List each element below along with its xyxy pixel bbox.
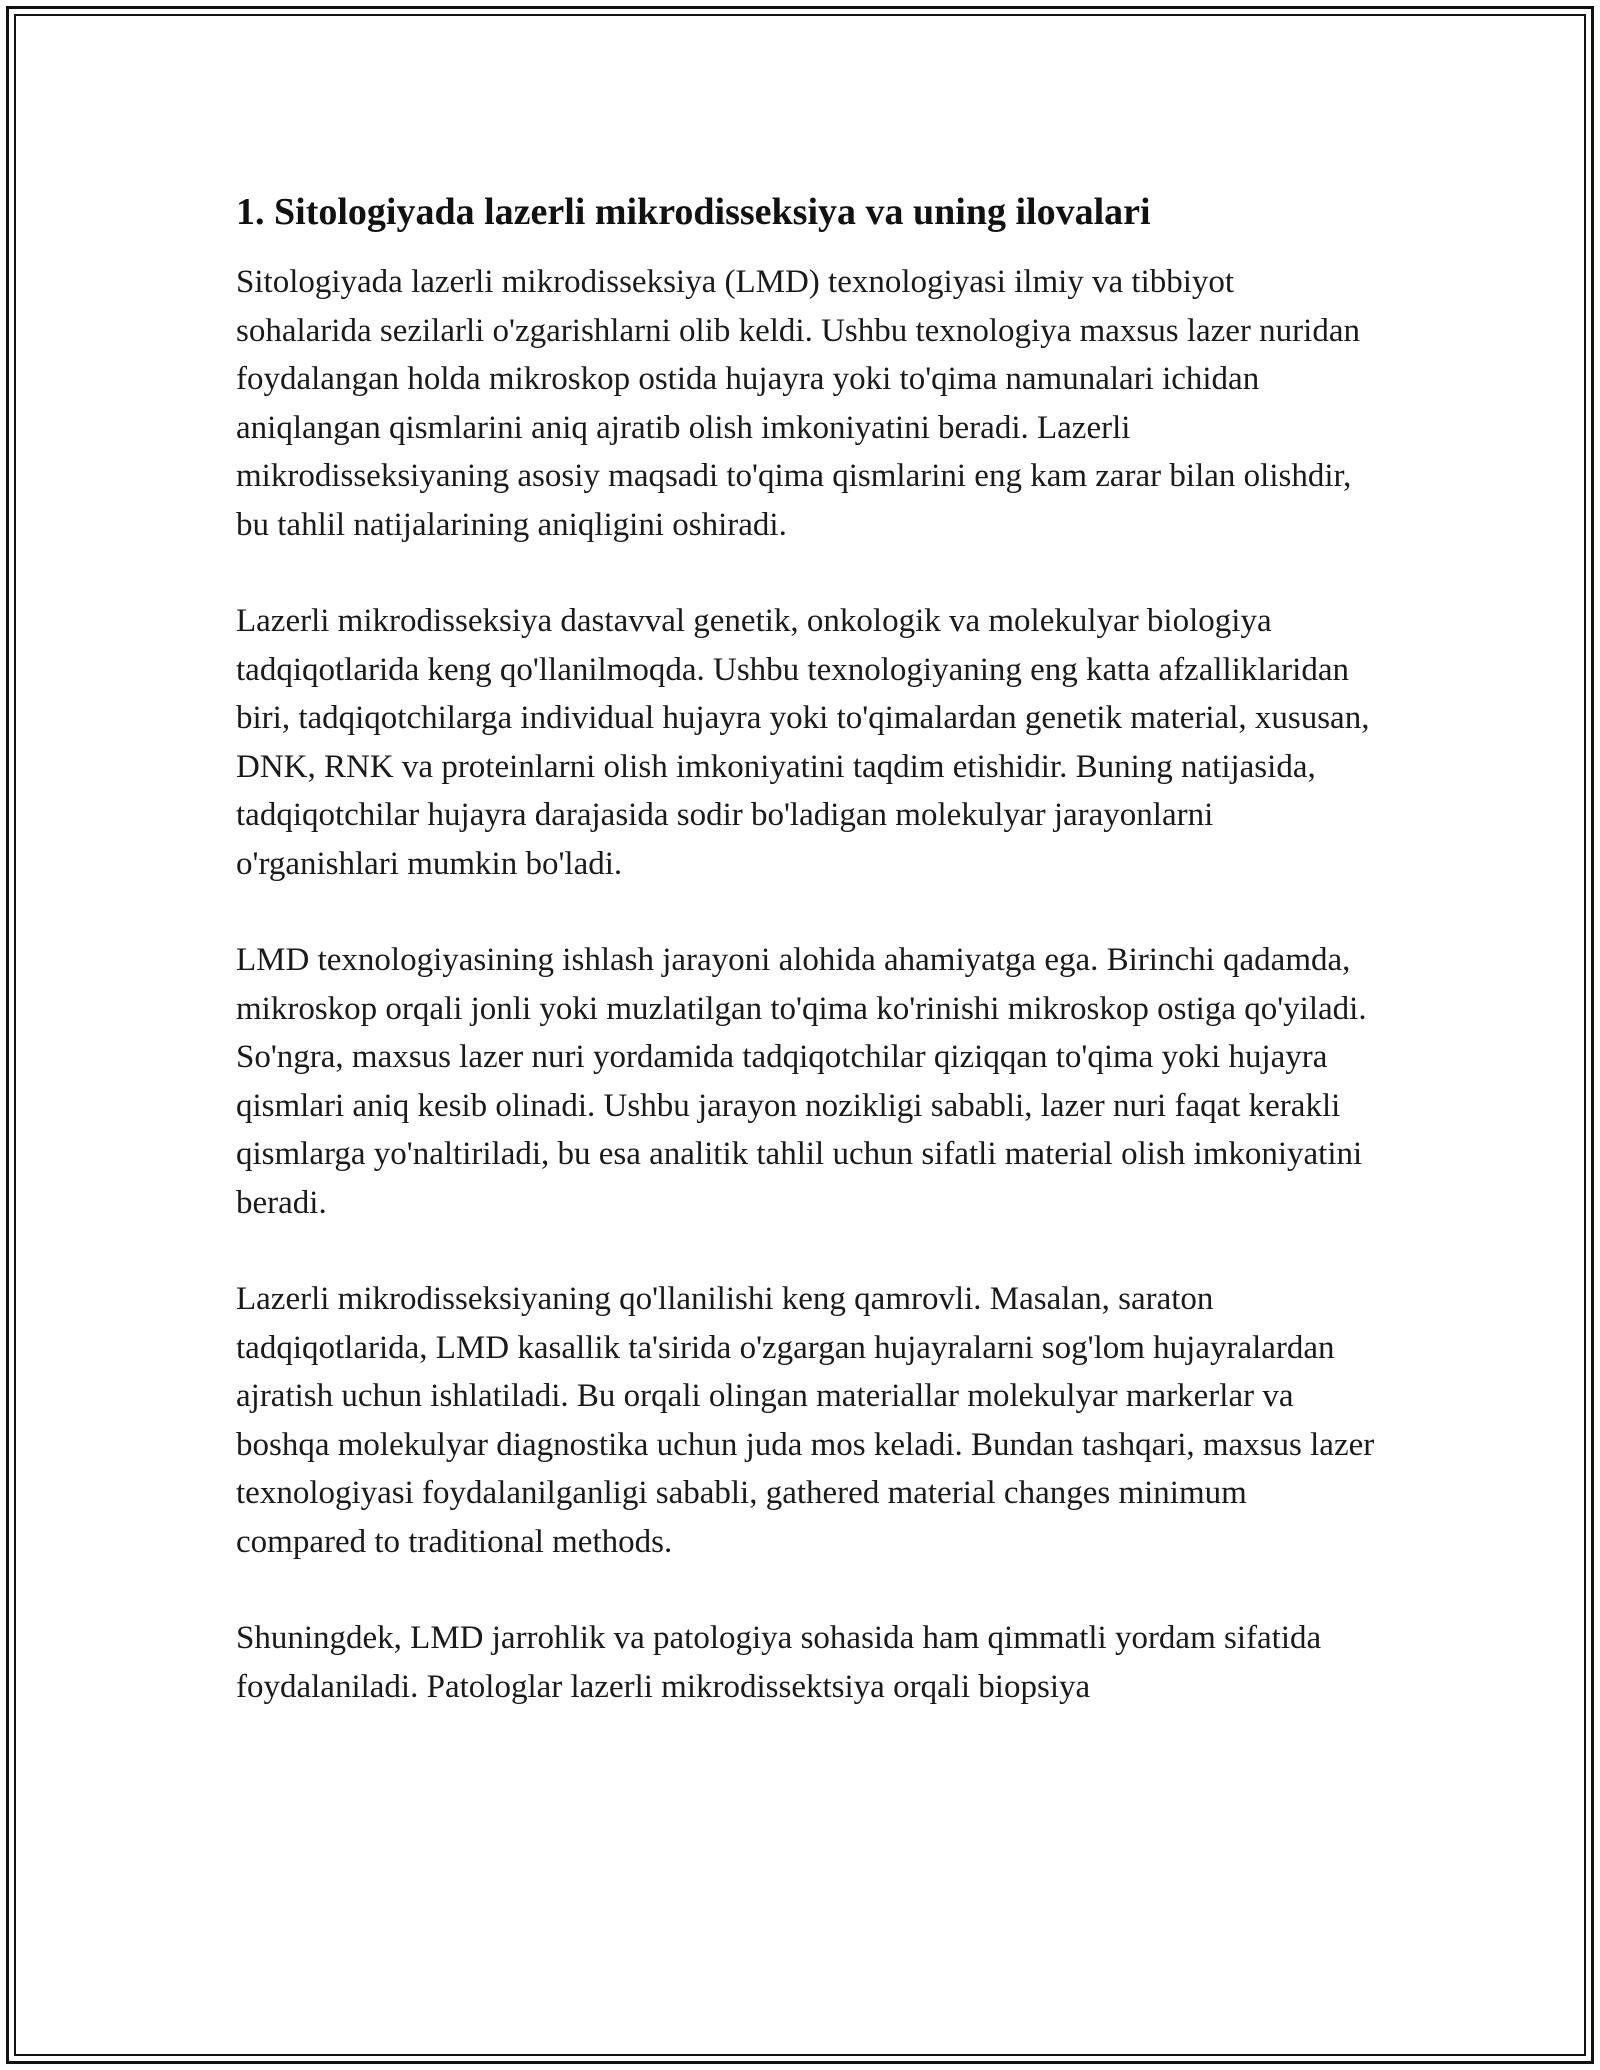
paragraph-2: Lazerli mikrodisseksiya dastavval genetik, onkologik va molekulyar biologiya tadqiqotlarida keng qo'llanilmoqda. Ushbu texnologiyaning eng katta afzalliklaridan biri, tadqiqotchilarga individual hujayra yoki to'qimalardan genetik material, xususan, DNK, RNK va proteinlarni olish imkoniyatini taqdim etishidir. Buning natijasida, tadqiqotchilar hujayra darajasida sodir bo'ladigan molekulyar jarayonlarni o'rganishlari mumkin bo'ladi. — [236, 603, 1370, 882]
document-body — [236, 186, 1376, 1759]
paragraph-4: Lazerli mikrodisseksiyaning qo'llanilishi keng qamrovli. Masalan, saraton tadqiqotlarida, LMD kasallik ta'sirida o'zgargan hujayralarni sog'lom hujayralardan ajratish uchun ishlatiladi. Bu orqali olingan materiallar molekulyar markerlar va boshqa molekulyar diagnostika uchun juda mos keladi. Bundan tashqari, maxsus lazer texnologiyasi foydalanilganligi sababli, gathered material changes minimum compared to traditional methods. — [236, 1281, 1375, 1560]
paragraph-5: Shuningdek, LMD jarrohlik va patologiya sohasida ham qimmatli yordam sifatida foydalaniladi. Patologlar lazerli mikrodissektsiya orqali biopsiya — [236, 1620, 1322, 1705]
paragraph-3: LMD texnologiyasining ishlash jarayoni alohida ahamiyatga ega. Birinchi qadamda, mikroskop orqali jonli yoki muzlatilgan to'qima ko'rinishi mikroskop ostiga qo'yiladi. So'ngra, maxsus lazer nuri yordamida tadqiqotchilar qiziqqan to'qima yoki hujayra qismlari aniq kesib olinadi. Ushbu jarayon nozikligi sababli, lazer nuri faqat kerakli qismlarga yo'naltiriladi, bu esa analitik tahlil uchun sifatli material olish imkoniyatini beradi. — [236, 942, 1367, 1221]
section-heading: 1. Sitologiyada lazerli mikrodisseksiya va uning ilovalari — [236, 191, 1151, 233]
paragraph-1: Sitologiyada lazerli mikrodisseksiya (LMD) texnologiyasi ilmiy va tibbiyot sohalarida sezilarli o'zgarishlarni olib keldi. Ushbu texnologiya maxsus lazer nuridan foydalangan holda mikroskop ostida hujayra yoki to'qima namunalari ichidan aniqlangan qismlarini aniq ajratib olish imkoniyatini beradi. Lazerli mikrodisseksiyaning asosiy maqsadi to'qima qismlarini eng kam zarar bilan olishdir, bu tahlil natijalarining aniqligini oshiradi. — [236, 264, 1360, 543]
